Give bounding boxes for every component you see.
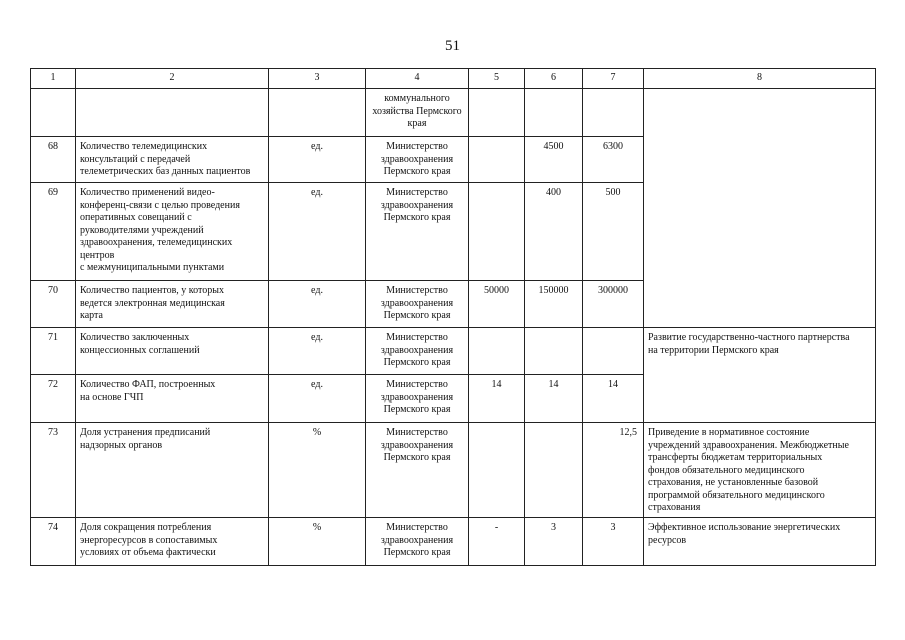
indicator-name: Количество применений видео- конференц-связи с целью проведения оперативных совещаний с руководителями учреждений здравоохранения, телемедицинских центров с межмуниципальными пунктами: [76, 183, 269, 281]
header-cell: 5: [469, 69, 525, 89]
value-col7: 6300: [583, 137, 644, 183]
unit: ед.: [269, 328, 366, 375]
row-number: 70: [31, 281, 76, 328]
note-cell: Развитие государственно-частного партнерства на территории Пермского края: [644, 328, 876, 423]
value-col6: 14: [525, 375, 583, 423]
row-number: 74: [31, 518, 76, 566]
table-row: [31, 518, 876, 566]
indicator-name: Количество ФАП, построенных на основе ГЧП: [76, 375, 269, 423]
value-col6: [525, 89, 583, 137]
responsible-org: коммунального хозяйства Пермского края: [366, 89, 469, 137]
value-col7: [583, 328, 644, 375]
row-number: 69: [31, 183, 76, 281]
unit: ед.: [269, 137, 366, 183]
responsible-org: Министерство здравоохранения Пермского края: [366, 375, 469, 423]
value-col6: [525, 328, 583, 375]
value-col5: [469, 328, 525, 375]
value-col5: [469, 137, 525, 183]
header-cell: 7: [583, 69, 644, 89]
row-number: 71: [31, 328, 76, 375]
value-col7: 500: [583, 183, 644, 281]
header-cell: 2: [76, 69, 269, 89]
page-number: 51: [445, 38, 460, 54]
responsible-org: Министерство здравоохранения Пермского края: [366, 518, 469, 566]
note-cell: Приведение в нормативное состояние учреждений здравоохранения. Межбюджетные трансферты бюджетам территориальных фондов обязательного медицинского страхования, не установленные базовой программой обязательного медицинского страхования: [644, 423, 876, 518]
responsible-org: Министерство здравоохранения Пермского края: [366, 183, 469, 281]
indicator-name: Количество пациентов, у которых ведется электронная медицинская карта: [76, 281, 269, 328]
value-col6: 150000: [525, 281, 583, 328]
row-number: 68: [31, 137, 76, 183]
table-row: [31, 423, 876, 518]
indicator-name: [76, 89, 269, 137]
row-number: 72: [31, 375, 76, 423]
indicator-name: Количество телемедицинских консультаций с передачей телеметрических баз данных пациентов: [76, 137, 269, 183]
unit: ед.: [269, 183, 366, 281]
unit: ед.: [269, 281, 366, 328]
responsible-org: Министерство здравоохранения Пермского края: [366, 328, 469, 375]
header-cell: 4: [366, 69, 469, 89]
responsible-org: Министерство здравоохранения Пермского края: [366, 137, 469, 183]
indicator-name: Количество заключенных концессионных соглашений: [76, 328, 269, 375]
header-cell: 6: [525, 69, 583, 89]
responsible-org: Министерство здравоохранения Пермского края: [366, 423, 469, 518]
value-col5: [469, 89, 525, 137]
indicator-name: Доля сокращения потребления энергоресурсов в сопоставимых условиях от объема фактически: [76, 518, 269, 566]
table-row: [31, 89, 876, 137]
row-number: [31, 89, 76, 137]
header-row: [31, 69, 876, 89]
unit: [269, 89, 366, 137]
value-col6: 4500: [525, 137, 583, 183]
value-col5: 50000: [469, 281, 525, 328]
row-number: 73: [31, 423, 76, 518]
unit: %: [269, 518, 366, 566]
note-cell: Эффективное использование энергетических ресурсов: [644, 518, 876, 566]
value-col7: 14: [583, 375, 644, 423]
value-col7: 3: [583, 518, 644, 566]
value-col6: [525, 423, 583, 518]
note-cell: [644, 89, 876, 328]
value-col5: -: [469, 518, 525, 566]
value-col6: 400: [525, 183, 583, 281]
header-cell: 1: [31, 69, 76, 89]
value-col7: 300000: [583, 281, 644, 328]
table-row: [31, 328, 876, 375]
value-col7: 12,5: [583, 423, 644, 518]
value-col5: [469, 423, 525, 518]
header-cell: 8: [644, 69, 876, 89]
value-col6: 3: [525, 518, 583, 566]
indicator-name: Доля устранения предписаний надзорных органов: [76, 423, 269, 518]
value-col7: [583, 89, 644, 137]
header-cell: 3: [269, 69, 366, 89]
responsible-org: Министерство здравоохранения Пермского края: [366, 281, 469, 328]
value-col5: [469, 183, 525, 281]
indicators-table: [30, 68, 876, 566]
unit: ед.: [269, 375, 366, 423]
value-col5: 14: [469, 375, 525, 423]
unit: %: [269, 423, 366, 518]
